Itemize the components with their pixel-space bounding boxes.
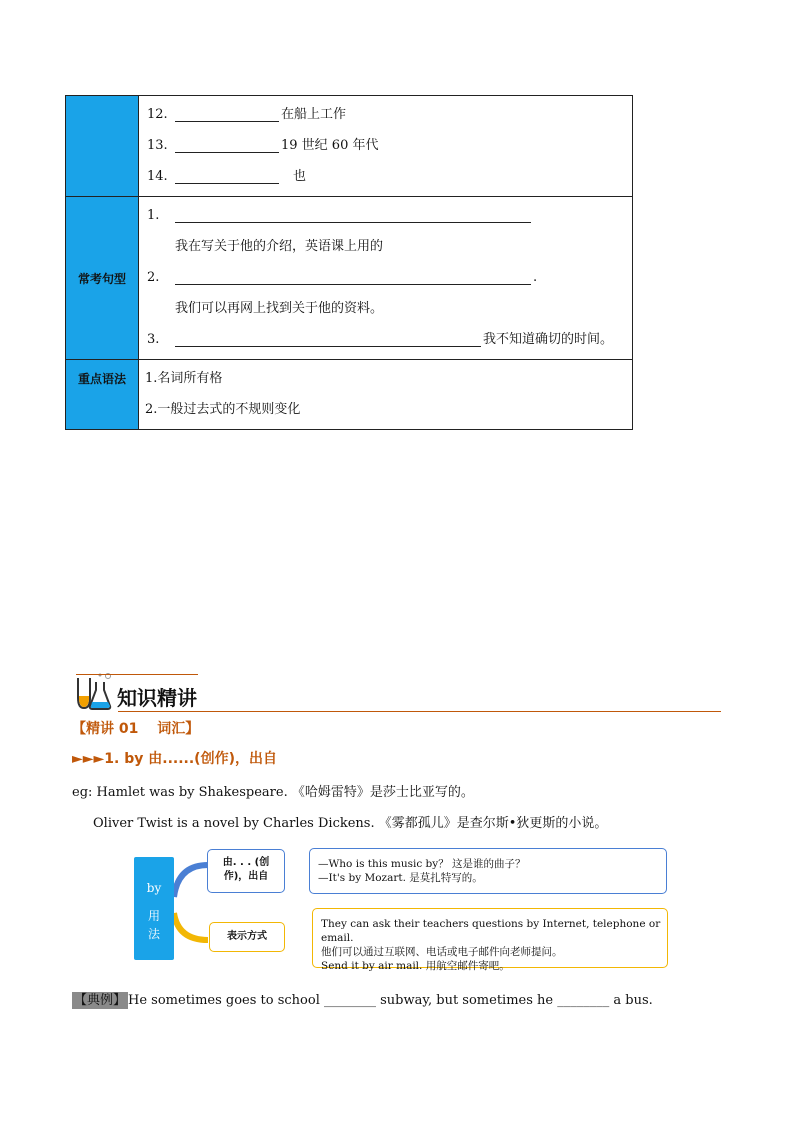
table-row bbox=[66, 96, 633, 197]
item-number: 14. bbox=[147, 169, 168, 184]
item-text: 也 bbox=[293, 169, 307, 184]
item-number: 3. bbox=[147, 332, 160, 347]
mindmap-example-box-2 bbox=[312, 908, 668, 972]
item-number: 1. bbox=[147, 208, 160, 223]
mindmap-root bbox=[134, 857, 174, 960]
answer-blank[interactable] bbox=[175, 332, 481, 347]
branch-1-example: —Who is this music by？ 这是谁的曲子？ bbox=[318, 858, 526, 870]
section-title: 知识精讲 bbox=[117, 686, 197, 710]
example-line-1: eg: Hamlet was by Shakespeare. 《哈姆雷特》是莎士比亚写的。 bbox=[72, 785, 474, 800]
table-row-label bbox=[66, 96, 139, 197]
branch-1-label: 由. . . (创 作)，出自 bbox=[222, 857, 270, 882]
list-item bbox=[147, 161, 624, 192]
sentence-hint: 我在写关于他的介绍，英语课上用的 bbox=[175, 239, 384, 254]
item-text: 19 世纪 60 年代 bbox=[281, 138, 379, 153]
answer-blank[interactable] bbox=[175, 169, 279, 184]
table-row bbox=[66, 360, 633, 430]
table-row bbox=[66, 197, 633, 360]
root-label: 用 法 bbox=[147, 909, 160, 941]
sentence-end: 我不知道确切的时间。 bbox=[483, 332, 614, 347]
mindmap-example-box-1 bbox=[309, 848, 667, 894]
subheading: 【精讲 01 词汇】 bbox=[72, 721, 200, 737]
answer-blank[interactable] bbox=[175, 107, 279, 122]
table-row-label: 重点语法 bbox=[66, 360, 139, 430]
review-table bbox=[65, 95, 633, 430]
lab-flask-icon bbox=[70, 672, 116, 712]
example-tag: 【典例】 bbox=[74, 993, 127, 1008]
sentence-end: . bbox=[533, 270, 538, 285]
list-item bbox=[147, 324, 624, 355]
branch-2-example: 他们可以通过互联网、电话或电子邮件向老师提问。 bbox=[321, 946, 563, 958]
example-line-2: Oliver Twist is a novel by Charles Dickens. 《雾都孤儿》是查尔斯•狄更斯的小说。 bbox=[93, 816, 608, 831]
answer-blank[interactable] bbox=[175, 208, 531, 223]
list-item bbox=[147, 200, 624, 231]
mindmap-branch-1 bbox=[207, 849, 285, 893]
table-cell-grammar bbox=[139, 360, 633, 430]
mindmap-branch-2 bbox=[209, 922, 285, 952]
list-item bbox=[147, 262, 624, 293]
example-exercise bbox=[72, 989, 653, 1008]
branch-1-example: —It's by Mozart. 是莫扎特写的。 bbox=[318, 872, 483, 884]
table-cell-vocab bbox=[139, 96, 633, 197]
sentence-hint: 我们可以再网上找到关于他的资料。 bbox=[175, 301, 384, 316]
item-heading: ►►►1. by 由......(创作)，出自 bbox=[72, 751, 277, 767]
section-top-rule bbox=[76, 674, 198, 675]
list-item: 2.一般过去式的不规则变化 bbox=[145, 402, 301, 417]
example-sentence: He sometimes goes to school ________ subway, but sometimes he ________ a bus. bbox=[128, 993, 653, 1008]
item-number: 13. bbox=[147, 138, 168, 153]
answer-blank[interactable] bbox=[175, 270, 531, 285]
answer-blank[interactable] bbox=[175, 138, 279, 153]
branch-2-example: Send it by air mail. 用航空邮件寄吧。 bbox=[321, 960, 510, 972]
table-cell-sentences bbox=[139, 197, 633, 360]
item-text: 在船上工作 bbox=[281, 107, 347, 122]
item-number: 12. bbox=[147, 107, 168, 122]
branch-2-example: They can ask their teachers questions by Internet, telephone or email. bbox=[321, 918, 661, 944]
list-item: 1.名词所有格 bbox=[145, 371, 223, 386]
root-word: by bbox=[146, 881, 162, 895]
table-row-label: 常考句型 bbox=[66, 197, 139, 360]
section-divider bbox=[118, 711, 721, 712]
branch-2-label: 表示方式 bbox=[227, 931, 267, 942]
list-item bbox=[147, 99, 624, 130]
item-number: 2. bbox=[147, 270, 160, 285]
list-item bbox=[147, 130, 624, 161]
